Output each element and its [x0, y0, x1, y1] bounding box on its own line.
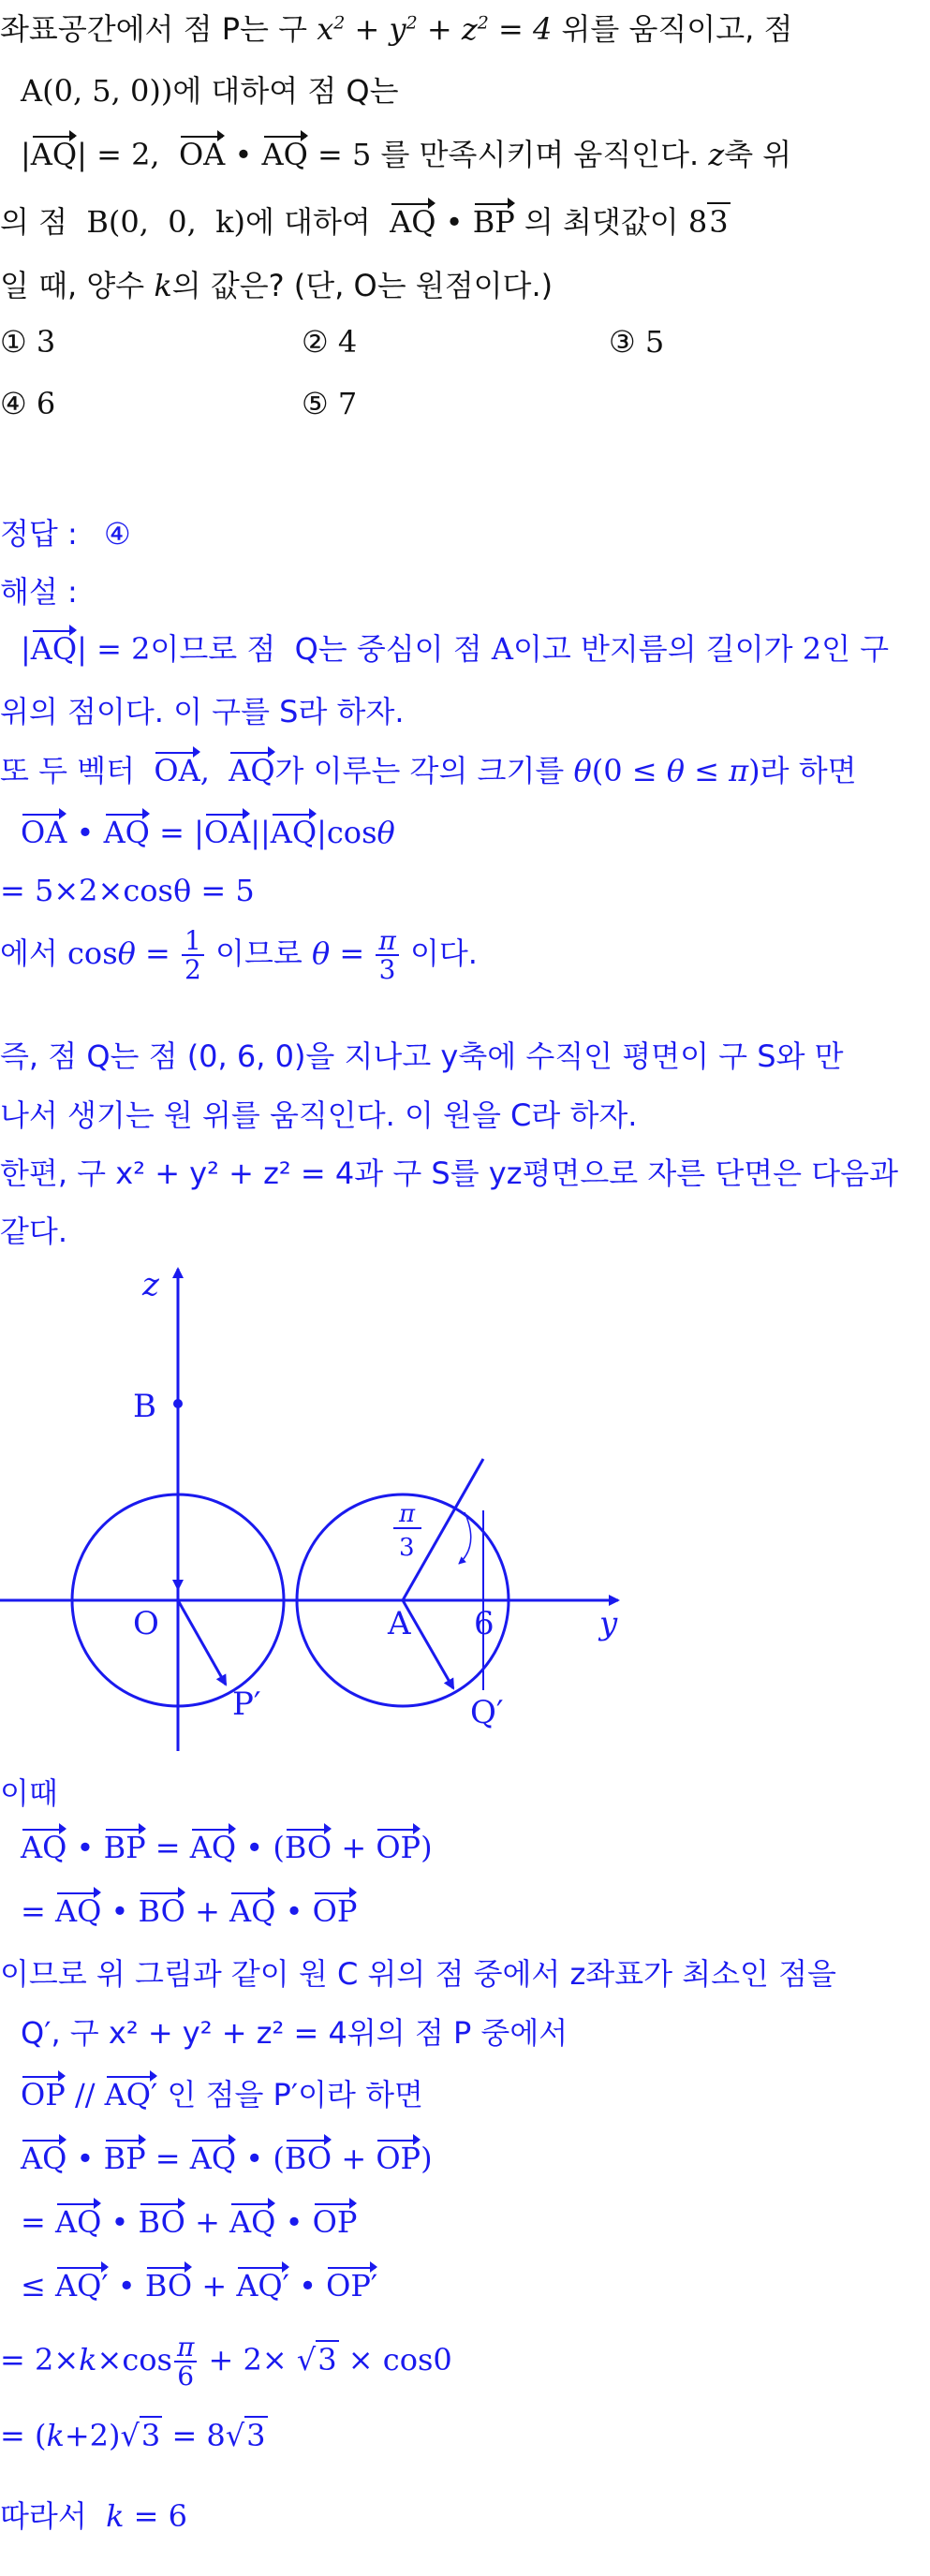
b-label: B	[133, 1388, 156, 1425]
solution-line-4: OA • AQ = |OA||AQ|cosθ	[21, 811, 930, 850]
problem-line-5	[0, 262, 930, 305]
solution-line-21: = (k+2)√3 = 8√3	[0, 2418, 266, 2453]
problem-text: 위를 움직이고, 점	[561, 11, 793, 47]
sphere-equation: $x^2 + y^2 + z^2 = 4$	[317, 11, 553, 47]
vector-op	[178, 1600, 226, 1685]
answer-value: ④	[103, 516, 131, 552]
problem-line-3	[21, 131, 930, 174]
solution-line-18: = AQ • BO + AQ • OP	[21, 2201, 930, 2240]
o-label: O	[133, 1605, 159, 1642]
q-prime-label: Q′	[470, 1694, 504, 1731]
problem-text: 를 만족시키며 움직인다.	[371, 137, 709, 172]
problem-text: 일 때, 양수	[0, 268, 155, 303]
solution-line-3: 또 두 벡터 OA, AQ가 이루는 각의 크기를 θ(0 ≤ θ ≤ π)라 하면	[0, 747, 930, 790]
six-label: 6	[474, 1605, 495, 1642]
solution-line-17: AQ • BP = AQ • (BO + OP)	[21, 2137, 930, 2176]
cross-section-figure	[0, 1241, 930, 1765]
p-prime-label: P′	[232, 1685, 261, 1723]
solution-line-14: 이므로 위 그림과 같이 원 C 위의 점 중에서 z좌표가 최소인 점을	[0, 1956, 836, 1992]
segment-a-top	[403, 1459, 483, 1600]
angle-arc	[459, 1512, 471, 1564]
solution-line-15: Q′, 구 x² + y² + z² = 4위의 점 P 중에서	[21, 2015, 568, 2051]
a-label: A	[388, 1605, 411, 1642]
solution-line-2: 위의 점이다. 이 구를 S라 하자.	[0, 694, 405, 729]
solution-line-20: = 2×k×cos $\frac{\pi}{6}$ + 2× √3 × cos0	[0, 2332, 452, 2392]
choice-1: ① 3	[0, 324, 56, 360]
angle-denominator: 3	[399, 1534, 415, 1562]
problem-text: 의 값은? (단, O는 원점이다.)	[171, 268, 554, 303]
z-label: z	[142, 1266, 159, 1303]
point-b-dot	[173, 1399, 183, 1408]
problem-text: 축 위	[724, 137, 792, 172]
solution-line-5: = 5×2×cosθ = 5	[0, 873, 255, 908]
solution-line-12: AQ • BP = AQ • (BO + OP)	[21, 1826, 930, 1865]
solution-line-10: 같다.	[0, 1214, 67, 1249]
solution-line-22: 따라서 k = 6	[0, 2498, 187, 2534]
solution-line-8: 나서 생기는 원 위를 움직인다. 이 원을 C라 하자.	[0, 1097, 638, 1133]
y-label: y	[599, 1605, 618, 1642]
problem-line-4: 의 점 B(0, 0, k)에 대하여 AQ • BP 의 최댓값이 83	[0, 199, 930, 242]
problem-line-2	[21, 67, 930, 110]
problem-text: 에 대하여 점 Q는	[172, 73, 399, 109]
solution-line-19: ≤ AQ′ • BO + AQ′ • OP′	[21, 2264, 930, 2304]
solution-line-7: 즉, 점 Q는 점 (0, 6, 0)을 지나고 y축에 수직인 평면이 구 S와 만	[0, 1038, 844, 1074]
solution-line-9: 한편, 구 x² + y² + z² = 4과 구 S를 yz평면으로 자른 단면은 다음과	[0, 1156, 898, 1191]
solution-line-6: 에서 cosθ = $\frac{1}{2}$ 이므로 θ = $\frac{\pi}{3}$ 이다.	[0, 925, 478, 986]
solution-line-16: OP // AQ′ 인 점을 P′이라 하면	[21, 2071, 930, 2114]
choice-3: ③ 5	[609, 324, 665, 360]
point-a: A(0, 5, 0))	[21, 73, 173, 109]
problem-line-1	[0, 6, 930, 49]
solution-line-1: |AQ| = 2이므로 점 Q는 중심이 점 A이고 반지름의 길이가 2인 구	[21, 626, 930, 669]
solution-line-13: = AQ • BO + AQ • OP	[21, 1890, 930, 1929]
solution-label: 해설 :	[0, 574, 78, 610]
answer-line	[0, 510, 930, 553]
problem-text: 좌표공간에서 점 P는 구	[0, 11, 317, 47]
k-var: k	[154, 268, 172, 303]
condition-vectors: |AQ| = 2, OA • AQ = 5	[21, 137, 371, 172]
choice-2: ② 4	[302, 324, 358, 360]
angle-numerator: π	[399, 1500, 416, 1528]
z-var: z	[708, 137, 725, 172]
solution-line-11: 이때	[0, 1775, 58, 1811]
choice-4: ④ 6	[0, 386, 56, 421]
answer-label: 정답 :	[0, 516, 78, 552]
choice-5: ⑤ 7	[302, 386, 358, 421]
